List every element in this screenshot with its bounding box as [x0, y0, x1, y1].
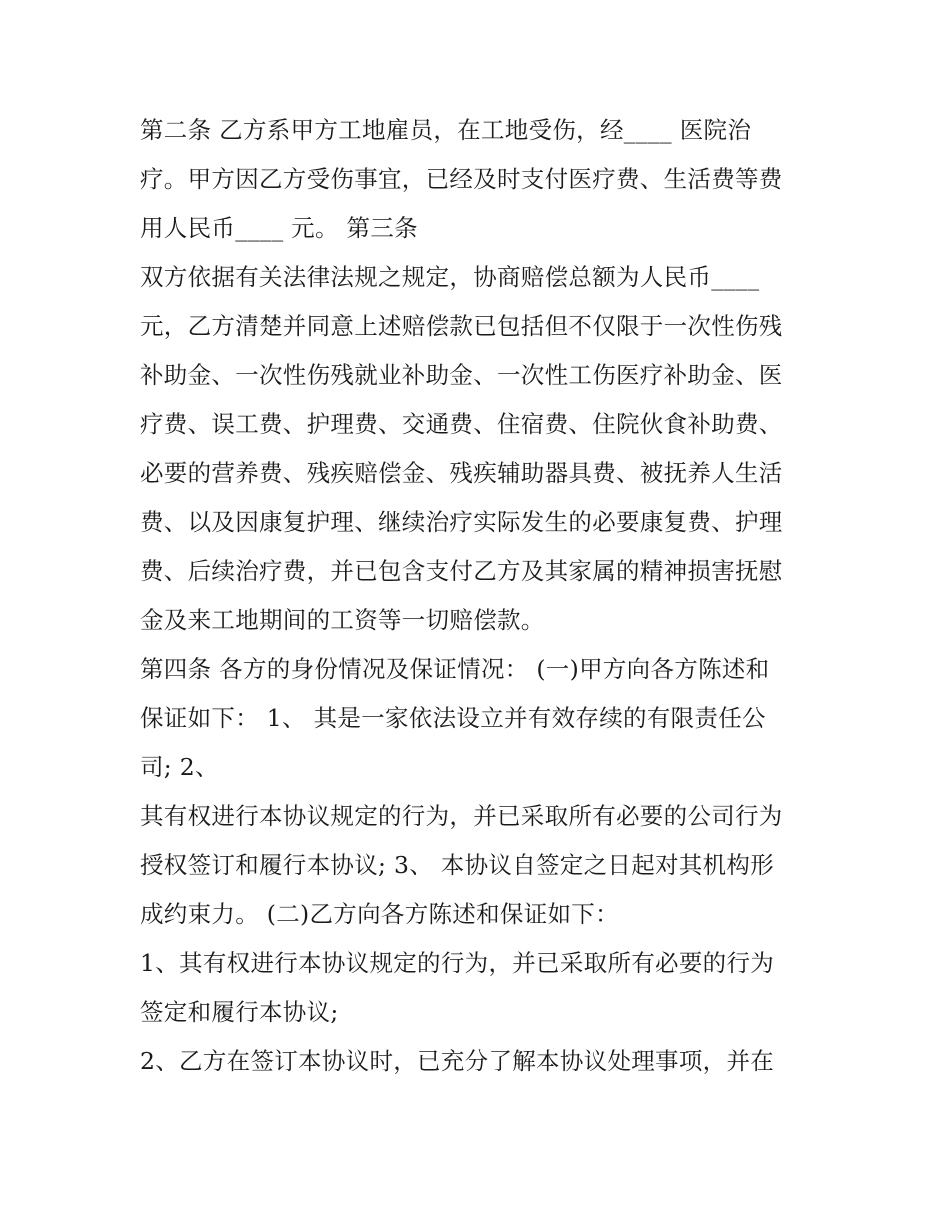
text-line: 补助金、一次性伤残就业补助金、一次性工伤医疗补助金、医: [140, 361, 783, 389]
text-line: 成约束力。 (二)乙方向各方陈述和保证如下：: [140, 900, 619, 928]
text-line: 其有权进行本协议规定的行为，并已采取所有必要的公司行为: [140, 802, 783, 830]
text-line: 2、乙方在签订本协议时，已充分了解本协议处理事项，并在: [140, 1047, 775, 1075]
text-line: 用人民币____ 元。 第三条: [140, 214, 418, 242]
text-line: 第二条 乙方系甲方工地雇员，在工地受伤，经____ 医院治: [140, 116, 752, 144]
text-line: 疗。甲方因乙方受伤事宜，已经及时支付医疗费、生活费等费: [140, 165, 783, 193]
text-line: 元，乙方清楚并同意上述赔偿款已包括但不仅限于一次性伤残: [140, 312, 783, 340]
text-line: 1、其有权进行本协议规定的行为，并已采取所有必要的行为: [140, 949, 775, 977]
text-line: 签定和履行本协议;: [140, 998, 339, 1026]
text-line: 双方依据有关法律法规之规定，协商赔偿总额为人民币____: [140, 263, 760, 291]
text-line: 保证如下： 1、 其是一家依法设立并有效存续的有限责任公: [140, 704, 766, 732]
text-line: 费、后续治疗费，并已包含支付乙方及其家属的精神损害抚慰: [140, 557, 783, 585]
text-line: 费、以及因康复护理、继续治疗实际发生的必要康复费、护理: [140, 508, 783, 536]
document-body: [140, 112, 830, 1092]
text-line: 疗费、误工费、护理费、交通费、住宿费、住院伙食补助费、: [140, 410, 783, 438]
text-line: 必要的营养费、残疾赔偿金、残疾辅助器具费、被抚养人生活: [140, 459, 783, 487]
text-line: 金及来工地期间的工资等一切赔偿款。: [140, 606, 545, 634]
text-line: 第四条 各方的身份情况及保证情况： (一)甲方向各方陈述和: [140, 655, 770, 683]
text-line: 授权签订和履行本协议; 3、 本协议自签定之日起对其机构形: [140, 851, 775, 879]
text-line: 司; 2、: [140, 753, 219, 781]
